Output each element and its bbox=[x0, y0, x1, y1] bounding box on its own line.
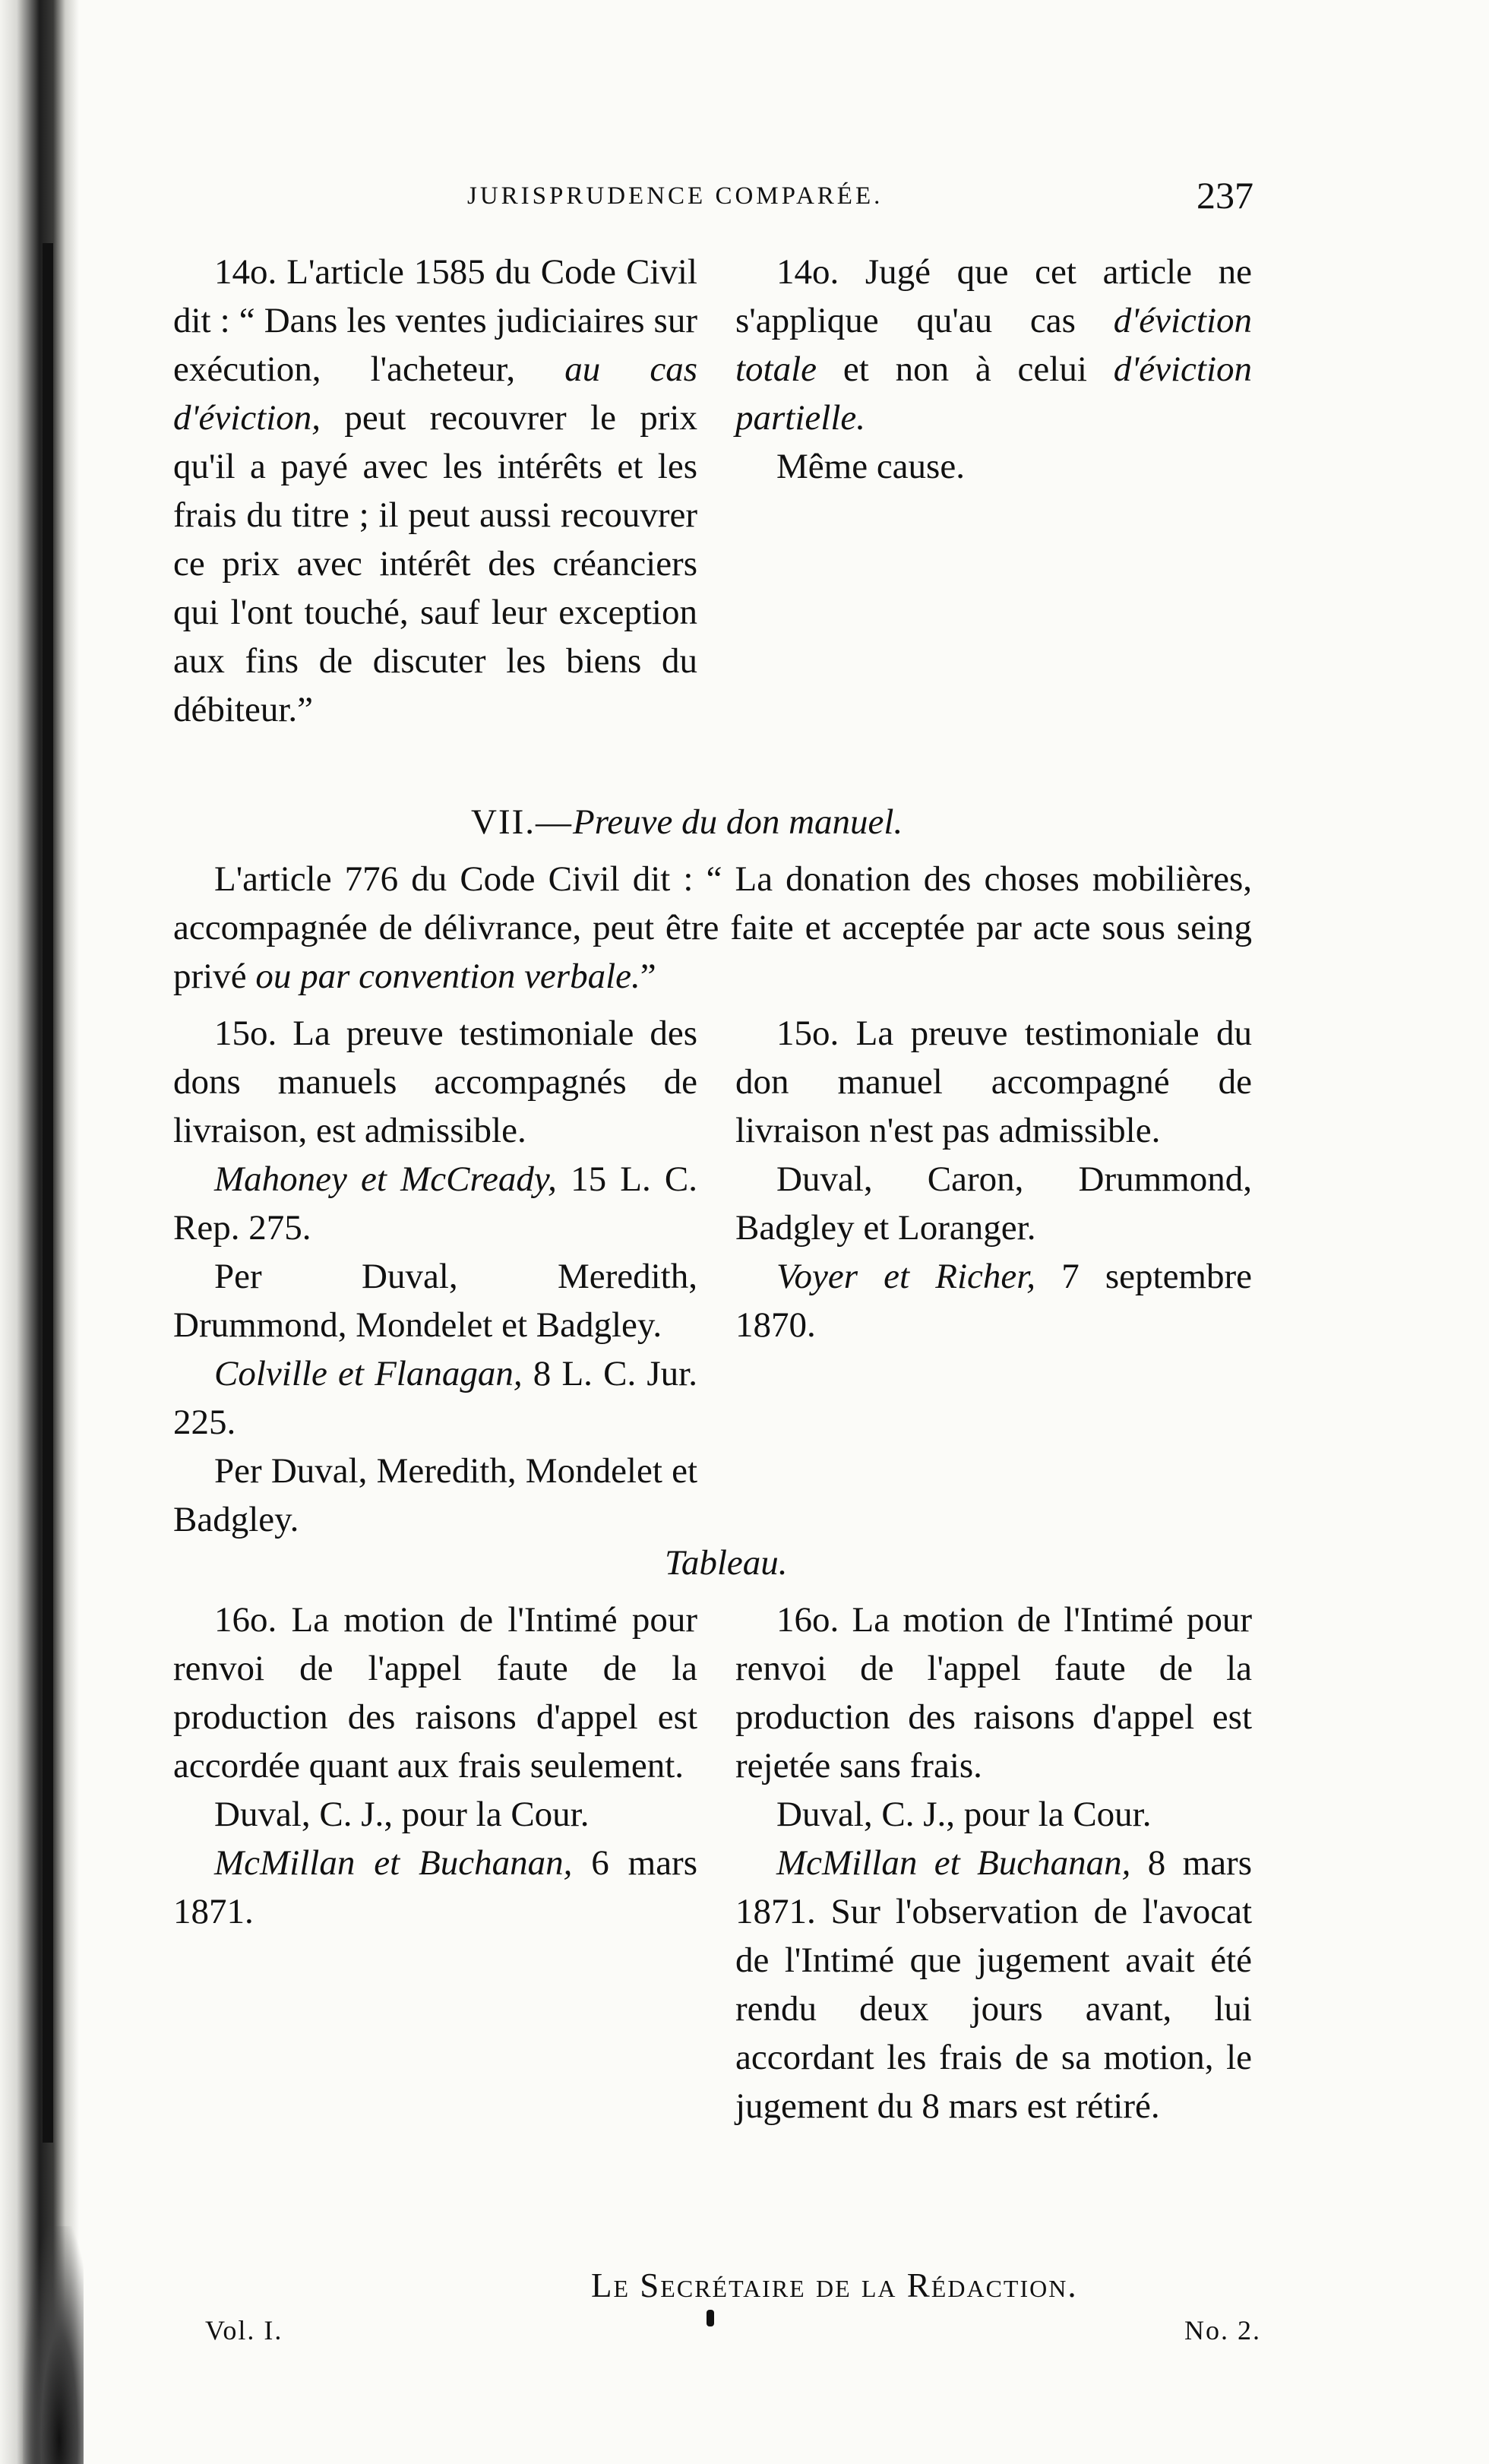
section-15-left-column bbox=[173, 1009, 697, 1544]
italic-span: ou par convention verbale. bbox=[255, 957, 640, 996]
case-name: McMillan et Buchanan, bbox=[214, 1843, 573, 1883]
section-number: VII.— bbox=[471, 802, 573, 842]
binding-shadow bbox=[43, 243, 53, 2143]
paragraph: 15o. La preuve testimoniale des dons manuels accompagnés de livraison, est admissible. bbox=[173, 1014, 697, 1150]
code-quotation bbox=[173, 855, 1252, 1001]
text-span: et non à celui bbox=[817, 350, 1114, 389]
reporter: 8 L. C. Jur. 225. bbox=[173, 1354, 697, 1442]
paragraph: 15o. La preuve testimoniale du don manuel accompagné de livraison n'est pas admissible. bbox=[735, 1014, 1252, 1150]
text-span: L'article 776 du Code Civil dit : “ La donation des choses mobilières, accompagnée de délivrance, peut être faite et acceptée par acte sous seing privé bbox=[173, 859, 1252, 996]
case-reference: Même cause. bbox=[776, 447, 965, 486]
section-14-left-column bbox=[173, 248, 697, 734]
reporter: 6 mars 1871. bbox=[173, 1843, 697, 1931]
italic-span: d'éviction totale bbox=[735, 301, 1252, 389]
reporter: 7 septembre 1870. bbox=[735, 1257, 1252, 1345]
paragraph: 16o. La motion de l'Intimé pour renvoi de l'appel faute de la production des raisons d'appel est rejetée sans frais. bbox=[735, 1600, 1252, 1786]
reporter: 15 L. C. Rep. 275. bbox=[173, 1159, 697, 1248]
signature-text: Le Secrétaire de la Rédaction. bbox=[591, 2266, 1078, 2304]
page-binding-edge bbox=[0, 0, 84, 2464]
volume-label: Vol. I. bbox=[205, 2315, 283, 2345]
text-span: 14o. L'article 1585 du Code Civil dit : “ Dans les ventes judiciaires sur exécution, l'acheteur, bbox=[173, 252, 697, 389]
section-16-right-column bbox=[735, 1596, 1252, 2130]
signature-line bbox=[591, 2266, 1078, 2305]
italic-span: d'éviction partielle. bbox=[735, 350, 1252, 438]
judges-list: Per Duval, Meredith, Mondelet et Badgley. bbox=[173, 1451, 697, 1539]
case-citation bbox=[735, 1252, 1252, 1349]
case-name: McMillan et Buchanan, bbox=[776, 1843, 1131, 1883]
section-15-right-column bbox=[735, 1009, 1252, 1349]
section-14-right-column bbox=[735, 248, 1252, 491]
judges-list: Per Duval, Meredith, Drummond, Mondelet et Badgley. bbox=[173, 1257, 697, 1345]
binding-smudge bbox=[23, 2226, 84, 2464]
page-header bbox=[467, 173, 1253, 226]
case-citation bbox=[173, 1349, 697, 1447]
case-citation bbox=[173, 1155, 697, 1252]
italic-span: au cas d'éviction, bbox=[173, 350, 698, 438]
running-title: JURISPRUDENCE COMPARÉE. bbox=[467, 182, 884, 210]
section-16-left-column bbox=[173, 1596, 697, 1936]
case-name: Mahoney et McCready, bbox=[214, 1159, 557, 1199]
issue-label: No. 2. bbox=[1184, 2315, 1261, 2345]
section-heading bbox=[471, 802, 903, 843]
reporter: 8 mars 1871. Sur l'observation de l'avocat de l'Intimé que jugement avait été rendu deux jours avant, lui accordant les frais de sa motion, le jugement du 8 mars est rétiré. bbox=[735, 1843, 1252, 2126]
tableau-heading: Tableau. bbox=[665, 1543, 788, 1583]
section-title: Preuve du don manuel. bbox=[573, 802, 903, 842]
judges-list: Duval, C. J., pour la Cour. bbox=[776, 1795, 1152, 1834]
page-number: 237 bbox=[1197, 174, 1253, 217]
printer-mark bbox=[707, 2310, 714, 2326]
text-span: peut recouvrer le prix qu'il a payé avec les intérêts et les frais du titre ; il peut aussi recouvrer ce prix avec intérêt des créanciers qui l'ont touché, sauf leur exception aux fins de discuter les biens du débiteur.” bbox=[173, 398, 697, 729]
case-citation bbox=[173, 1839, 697, 1936]
paragraph bbox=[173, 248, 697, 734]
case-name: Voyer et Richer, bbox=[776, 1257, 1036, 1296]
case-citation bbox=[735, 1839, 1252, 2130]
judges-list: Duval, Caron, Drummond, Badgley et Loranger. bbox=[735, 1159, 1252, 1248]
paragraph: 16o. La motion de l'Intimé pour renvoi de l'appel faute de la production des raisons d'appel est accordée quant aux frais seulement. bbox=[173, 1600, 697, 1786]
paragraph bbox=[735, 248, 1252, 442]
case-name: Colville et Flanagan, bbox=[214, 1354, 523, 1393]
judges-list: Duval, C. J., pour la Cour. bbox=[214, 1795, 590, 1834]
text-span: ” bbox=[640, 957, 656, 996]
text-span: 14o. Jugé que cet article ne s'applique qu'au cas bbox=[735, 252, 1252, 340]
